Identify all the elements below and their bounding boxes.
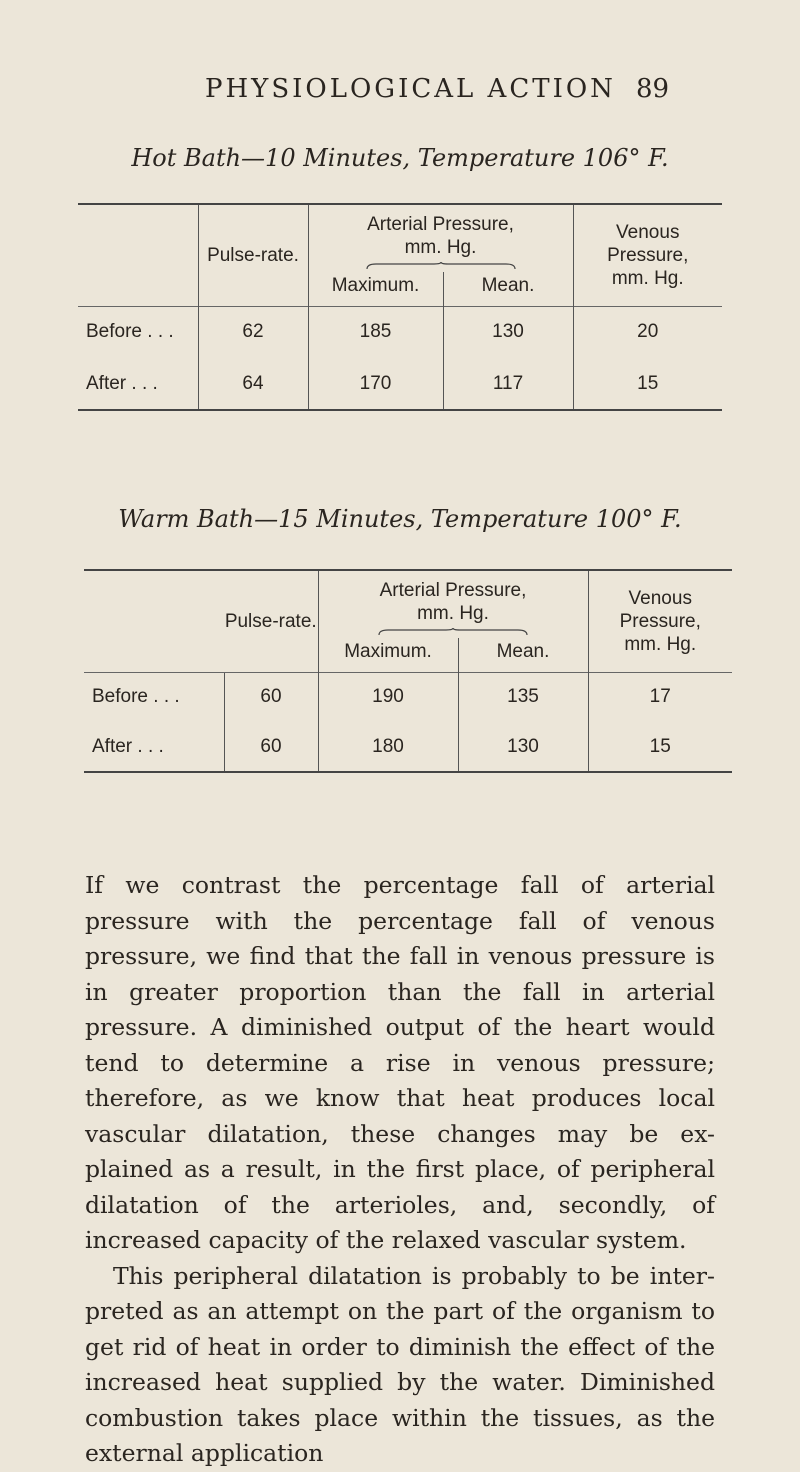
table-row <box>78 306 722 358</box>
pulse-rate-value: 60 <box>224 672 318 722</box>
brace-icon <box>366 262 516 270</box>
running-title: PHYSIOLOGICAL ACTION <box>205 74 616 104</box>
warm-bath-table <box>84 569 732 773</box>
pulse-rate-header: Pulse-rate. <box>224 610 317 632</box>
venous-value: 20 <box>573 306 722 358</box>
pulse-rate-header: Pulse-rate. <box>198 204 308 306</box>
maximum-value: 170 <box>308 358 443 410</box>
venous-pressure-label: Pressure, <box>607 244 689 266</box>
body-text <box>85 868 715 1472</box>
pulse-rate-value: 60 <box>224 722 318 772</box>
venous-unit-label: mm. Hg. <box>624 633 697 655</box>
venous-label: Venous <box>616 221 680 243</box>
mean-value: 130 <box>458 722 588 772</box>
hot-bath-table <box>78 203 722 411</box>
paragraph: This peripheral dilatation is probably to be inter- preted as an attempt on the part of the organism to get rid of heat in order to diminish the effect of the increased heat supplied by the water. Diminished combustion takes place within the tissues, as the external application <box>85 1261 715 1467</box>
row-label-header <box>78 204 198 306</box>
venous-pressure-label: Pressure, <box>619 610 701 632</box>
maximum-value: 190 <box>318 672 458 722</box>
table-row <box>84 722 732 772</box>
row-label: Before . . . <box>84 672 224 722</box>
row-label: Before . . . <box>78 306 198 358</box>
pulse-rate-value: 64 <box>198 358 308 410</box>
arterial-unit-label: mm. Hg. <box>417 603 489 624</box>
mean-value: 117 <box>443 358 573 410</box>
paragraph: If we contrast the percentage fall of arterial pressure with the percentage fall of venous pressure, we find that the fall in venous pressure is in greater proportion than the fall in arterial pressure. A diminished output of the heart would tend to determine a rise in venous pressure; therefore, as we know that heat produces local vascular dilatation, these changes may be ex- plained as a result, in the first place, of peripheral dilatation of the arterioles, and, secondly, of increased capacity of the relaxed vascular system. <box>85 871 715 1254</box>
maximum-value: 185 <box>308 306 443 358</box>
mean-header: Mean. <box>458 638 588 664</box>
mean-value: 130 <box>443 306 573 358</box>
page-number: 89 <box>636 74 670 104</box>
table-caption-warm-bath: Warm Bath—15 Minutes, Temperature 100° F. <box>118 505 682 533</box>
mean-header: Mean. <box>443 272 573 298</box>
maximum-header: Maximum. <box>318 638 458 664</box>
table-row <box>78 358 722 410</box>
venous-unit-label: mm. Hg. <box>611 267 684 289</box>
venous-value: 17 <box>588 672 732 722</box>
running-head <box>0 74 800 114</box>
venous-value: 15 <box>588 722 732 772</box>
arterial-pressure-header <box>318 570 588 638</box>
arterial-pressure-label: Arterial Pressure, <box>367 214 514 235</box>
maximum-value: 180 <box>318 722 458 772</box>
brace-icon <box>378 628 528 636</box>
row-label-header <box>84 570 224 672</box>
table-row <box>84 672 732 722</box>
table-caption-hot-bath: Hot Bath—10 Minutes, Temperature 106° F. <box>131 144 669 172</box>
maximum-header: Maximum. <box>308 272 443 298</box>
venous-pressure-header <box>573 204 722 306</box>
venous-value: 15 <box>573 358 722 410</box>
row-label: After . . . <box>86 372 158 394</box>
venous-pressure-header <box>588 570 732 672</box>
venous-label: Venous <box>628 587 692 609</box>
pulse-rate-value: 62 <box>198 306 308 358</box>
arterial-pressure-label: Arterial Pressure, <box>379 580 527 601</box>
arterial-pressure-header <box>308 204 573 272</box>
arterial-unit-label: mm. Hg. <box>404 237 477 258</box>
mean-value: 135 <box>458 672 588 722</box>
row-label: After . . . <box>92 735 164 757</box>
